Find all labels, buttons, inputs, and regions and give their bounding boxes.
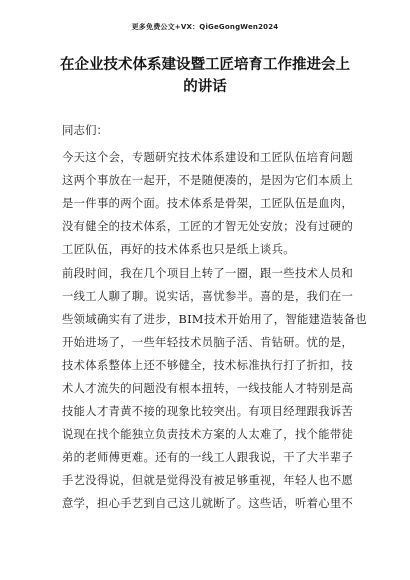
salutation: 同志们：: [62, 123, 108, 137]
paragraph-line: 些领域确实有了进步，BIM技术开始用了，智能建造装备也: [62, 313, 367, 326]
paragraph-line: 前段时间，我在几个项目上转了一圈，跟一些技术人员和: [62, 267, 354, 280]
paragraph-line: 是一件事的两个面。技术体系是骨架，工匠队伍是血肉，: [62, 197, 354, 210]
paragraph-line: 技术体系整体上还不够健全，技术标准执行打了折扣，技: [62, 359, 354, 372]
paragraph-2: [62, 262, 367, 515]
title-line-1: 在企业技术体系建设暨工匠培育工作推进会上: [60, 57, 350, 73]
paragraph-line: 这两个事放在一起开，不是随便凑的，是因为它们本质上: [62, 174, 354, 187]
title-line-2: 的讲话: [183, 79, 227, 95]
paragraph-line: 没有健全的技术体系，工匠的才智无处安放；没有过硬的: [62, 220, 354, 233]
paragraph-line: 术人才流失的问题没有根本扭转，一线技能人才特别是高: [62, 382, 354, 395]
document-title: [58, 54, 352, 98]
paragraph-line: 说现在找个能独立负责技术方案的人太难了，找个能带徒: [62, 428, 354, 441]
header-note: 更多免费公文+VX：QiGeGongWen2024: [131, 23, 279, 31]
paragraph-line: 手艺没得说，但就是觉得没有被足够重视，年轻人也不愿: [62, 474, 354, 487]
paragraph-line: 弟的老师傅更难。还有的一线工人跟我说，干了大半辈子: [62, 451, 354, 464]
paragraph-line: 一线工人聊了聊。说实话，喜忧参半。喜的是，我们在一: [62, 290, 354, 303]
paragraph-line: 开始进场了，一些年轻技术员脑子活、肯钻研。忧的是，: [62, 336, 354, 349]
paragraph-line: 今天这个会，专题研究技术体系建设和工匠队伍培育问题: [62, 151, 354, 164]
paragraph-line: 意学，担心手艺到自己这儿就断了。这些话，听着心里不: [62, 497, 354, 510]
paragraph-line: 技能人才青黄不接的现象比较突出。有项目经理跟我诉苦: [62, 405, 354, 418]
paragraph-line: 工匠队伍，再好的技术体系也只是纸上谈兵。: [62, 243, 295, 256]
paragraph-1: [62, 146, 354, 261]
